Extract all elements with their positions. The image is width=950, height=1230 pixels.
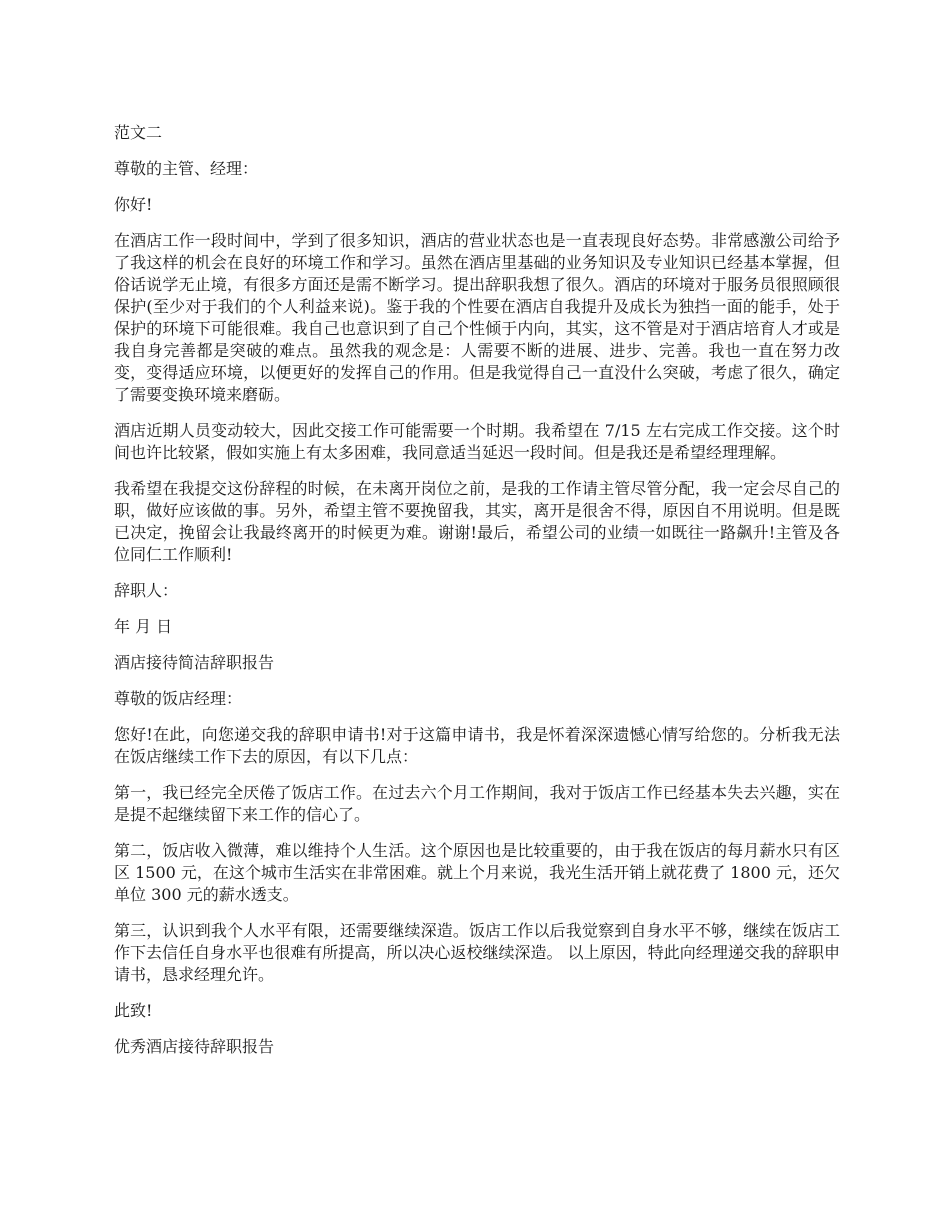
signature-label: 辞职人： xyxy=(114,581,179,600)
body-paragraph: 您好!在此，向您递交我的辞职申请书!对于这篇申请书，我是怀着深深遗憾心情写给您的。分析我无法在饭店继续工作下去的原因，有以下几点： xyxy=(114,725,840,766)
salutation: 尊敬的饭店经理： xyxy=(114,689,243,708)
doc-heading: 范文二 xyxy=(114,123,163,142)
document-body xyxy=(114,122,840,1072)
body-paragraph: 第三，认识到我个人水平有限，还需要继续深造。饭店工作以后我觉察到自身水平不够，继续在饭店工作下去信任自身水平也很难有所提高，所以决心返校继续深造。 以上原因，特此向经理递交我的辞职申请书，恳求经理允许。 xyxy=(114,921,840,984)
body-paragraph: 第一，我已经完全厌倦了饭店工作。在过去六个月工作期间，我对于饭店工作已经基本失去兴趣，实在是提不起继续留下来工作的信心了。 xyxy=(114,783,840,824)
body-paragraph: 第二，饭店收入微薄，难以维持个人生活。这个原因也是比较重要的，由于我在饭店的每月薪水只有区区 1500 元，在这个城市生活实在非常困难。就上个月来说，我光生活开销上就花费了 1800 元，还欠单位 300 元的薪水透支。 xyxy=(114,841,840,904)
date-line: 年 月 日 xyxy=(114,617,173,636)
section-title: 优秀酒店接待辞职报告 xyxy=(114,1037,275,1056)
greeting: 你好! xyxy=(114,195,153,214)
body-paragraph: 我希望在我提交这份辞程的时候，在未离开岗位之前，是我的工作请主管尽管分配，我一定会尽自己的职，做好应该做的事。另外，希望主管不要挽留我，其实，离开是很舍不得，原因自不用说明。但是既已决定，挽留会让我最终离开的时候更为难。谢谢!最后，希望公司的业绩一如既往一路飙升!主管及各位同仁工作顺利! xyxy=(114,479,840,564)
closing: 此致! xyxy=(114,1001,153,1020)
body-paragraph: 酒店近期人员变动较大，因此交接工作可能需要一个时期。我希望在 7/15 左右完成工作交接。这个时间也许比较紧，假如实施上有太多困难，我同意适当延迟一段时间。但是我还是希望经理理解。 xyxy=(114,421,840,462)
salutation: 尊敬的主管、经理： xyxy=(114,159,259,178)
section-title: 酒店接待简洁辞职报告 xyxy=(114,653,275,672)
body-paragraph: 在酒店工作一段时间中，学到了很多知识，酒店的营业状态也是一直表现良好态势。非常感激公司给予了我这样的机会在良好的环境工作和学习。虽然在酒店里基础的业务知识及专业知识已经基本掌握，但俗话说学无止境，有很多方面还是需不断学习。提出辞职我想了很久。酒店的环境对于服务员很照顾很保护(至少对于我们的个人利益来说)。鉴于我的个性要在酒店自我提升及成长为独挡一面的能手，处于保护的环境下可能很难。我自己也意识到了自己个性倾于内向，其实，这不管是对于酒店培育人才或是我自身完善都是突破的难点。虽然我的观念是：人需要不断的进展、进步、完善。我也一直在努力改变，变得适应环境，以便更好的发挥自己的作用。但是我觉得自己一直没什么突破，考虑了很久，确定了需要变换环境来磨砺。 xyxy=(114,231,840,404)
